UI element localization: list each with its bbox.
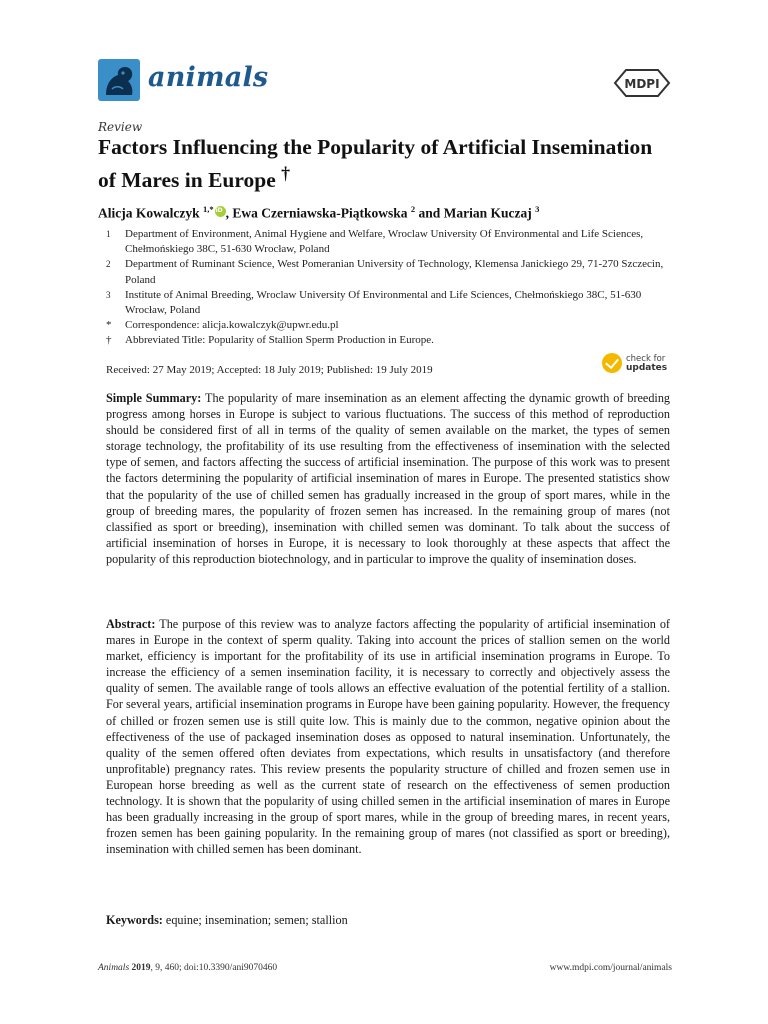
affiliation-item — [106, 288, 676, 318]
author-separator: and — [415, 205, 444, 221]
abstract-text: The purpose of this review was to analyze factors affecting the popularity of artificial insemination of mares in Europe in the context of sperm quality. Taking into account the prices of stallion semen on the world market, efficiency is important for the profitability of its use in artificial insemination programs in Europe. To increase the efficiency of a semen insemination facility, it is necessary to correctly and objectively assess the quality of semen. The available range of tools allows an effective evaluation of the potential fertility of a stallion. For several years, artificial insemination programs in Europe have been gaining popularity. However, the frequency of chilled or frozen semen use is still quite low. This is mainly due to the common, negative opinion about the effectiveness of the use of packaged insemination doses as opposed to natural insemination. Unfortunately, the quality of the semen offered often deviates from expectations, which results in unsatisfactory (and therefore unprofitable) pregnancy rates. This review presents the popularity structure of chilled and frozen semen use in European horse breeding as well as the current state of research on the effectiveness of semen production technology. It is shown that the popularity of using chilled semen in the artificial insemination of mares in Europe has been gradually increasing in the group of sport mares, while in the group of breeding mares, in recent years, frozen semen has been gaining popularity. In the remaining group of mares (not classified as sport or breeding), insemination with chilled semen has been dominant. — [106, 617, 670, 857]
affiliation-text: Department of Environment, Animal Hygiene and Welfare, Wroclaw University Of Environmental and Life Sciences, Chełmońskiego 38C, 51-630 Wrocław, Poland — [125, 228, 644, 256]
author-affiliation-mark: 2 — [410, 204, 416, 214]
affiliation-mark: 1 — [106, 229, 111, 239]
affiliation-mark: 3 — [106, 289, 111, 300]
affiliation-mark: * — [106, 319, 112, 332]
footer-citation: , 9, 460; doi:10.3390/ani9070460 — [150, 963, 278, 973]
check-updates-line1: check for — [626, 354, 666, 364]
check-for-updates-button[interactable] — [602, 352, 672, 376]
publication-dates: Received: 27 May 2019; Accepted: 18 July 2019; Published: 19 July 2019 — [106, 364, 433, 376]
abstract-label: Abstract: — [106, 617, 156, 631]
author-name: Alicja Kowalczyk — [98, 205, 200, 221]
abbreviated-title-item — [106, 333, 676, 348]
author-affiliation-mark: 3 — [535, 204, 540, 214]
footer-journal: Animals — [98, 963, 130, 973]
mdpi-logo-text: MDPI — [624, 77, 660, 91]
simple-summary-text: The popularity of mare insemination as an element affecting the dynamic growth of breeding progress among horses in Europe is subject to various fluctuations. The success of this method of reproduction should be considered first of all in terms of the quality of semen available on the market, the types of semen storage technology, the profitability of its use resulting from the effectiveness of insemination with the selected type of semen, and factors affecting the success of artificial insemination. The purpose of this work was to present the factors determining the popularity of artificial insemination of mares in Europe. The presented statistics show that the popularity of the use of chilled semen has gradually increased in the group of sport mares, while in the group of breeding mares, the popularity of frozen semen has increased. In the remaining group of mares (not classified as sport or breeding), insemination with chilled semen was dominant. To talk about the success of artificial insemination of horses in Europe, it is necessary to look thoroughly at these aspects that affect the popularity of this reproduction biotechnology, and in particular to improve the quality of insemination doses. — [106, 391, 671, 566]
article-type: Review — [98, 120, 143, 134]
author-name: Marian Kuczaj — [443, 205, 532, 221]
abstract — [106, 616, 670, 857]
author-list — [98, 204, 539, 222]
animals-logo-icon — [98, 59, 140, 101]
mdpi-logo-icon — [612, 67, 672, 99]
author-name: Ewa Czerniawska-Piątkowska — [232, 205, 408, 221]
simple-summary-label: Simple Summary: — [106, 391, 202, 405]
footer-year: 2019 — [131, 963, 151, 973]
affiliation-list — [106, 227, 676, 349]
keywords — [106, 912, 670, 928]
author-separator: , — [225, 205, 233, 221]
citation — [98, 963, 277, 973]
affiliation-text: Institute of Animal Breeding, Wroclaw University Of Environmental and Life Sciences, Chełmońskiego 38C, 51-630 Wrocław, Poland — [125, 288, 642, 317]
affiliation-item — [106, 227, 676, 257]
orcid-icon[interactable] — [215, 206, 226, 217]
journal-url-link[interactable]: www.mdpi.com/journal/animals — [549, 963, 672, 973]
journal-name: animals — [148, 62, 269, 93]
abbreviated-title-text: Abbreviated Title: Popularity of Stallion Sperm Production in Europe. — [125, 334, 434, 347]
correspondence-text[interactable]: Correspondence: alicja.kowalczyk@upwr.edu.pl — [125, 319, 339, 332]
checkmark-icon — [602, 353, 622, 373]
affiliation-mark: 2 — [106, 259, 111, 270]
article-title — [98, 134, 658, 193]
title-footnote-mark: † — [281, 163, 291, 183]
correspondence-item — [106, 318, 676, 333]
journal-header — [98, 57, 672, 101]
keywords-text: equine; insemination; semen; stallion — [165, 913, 348, 927]
affiliation-mark: † — [106, 334, 112, 347]
keywords-label: Keywords: — [106, 913, 163, 927]
simple-summary — [106, 390, 670, 567]
author-affiliation-mark: 1,* — [202, 204, 214, 214]
check-updates-line2: updates — [626, 363, 668, 373]
affiliation-item — [106, 257, 676, 287]
article-title-text: Factors Influencing the Popularity of Artificial Insemination of Mares in Europe — [98, 135, 653, 193]
affiliation-text: Department of Ruminant Science, West Pomeranian University of Technology, Klemensa Janickiego 29, 71-270 Szczecin, Poland — [125, 258, 664, 286]
